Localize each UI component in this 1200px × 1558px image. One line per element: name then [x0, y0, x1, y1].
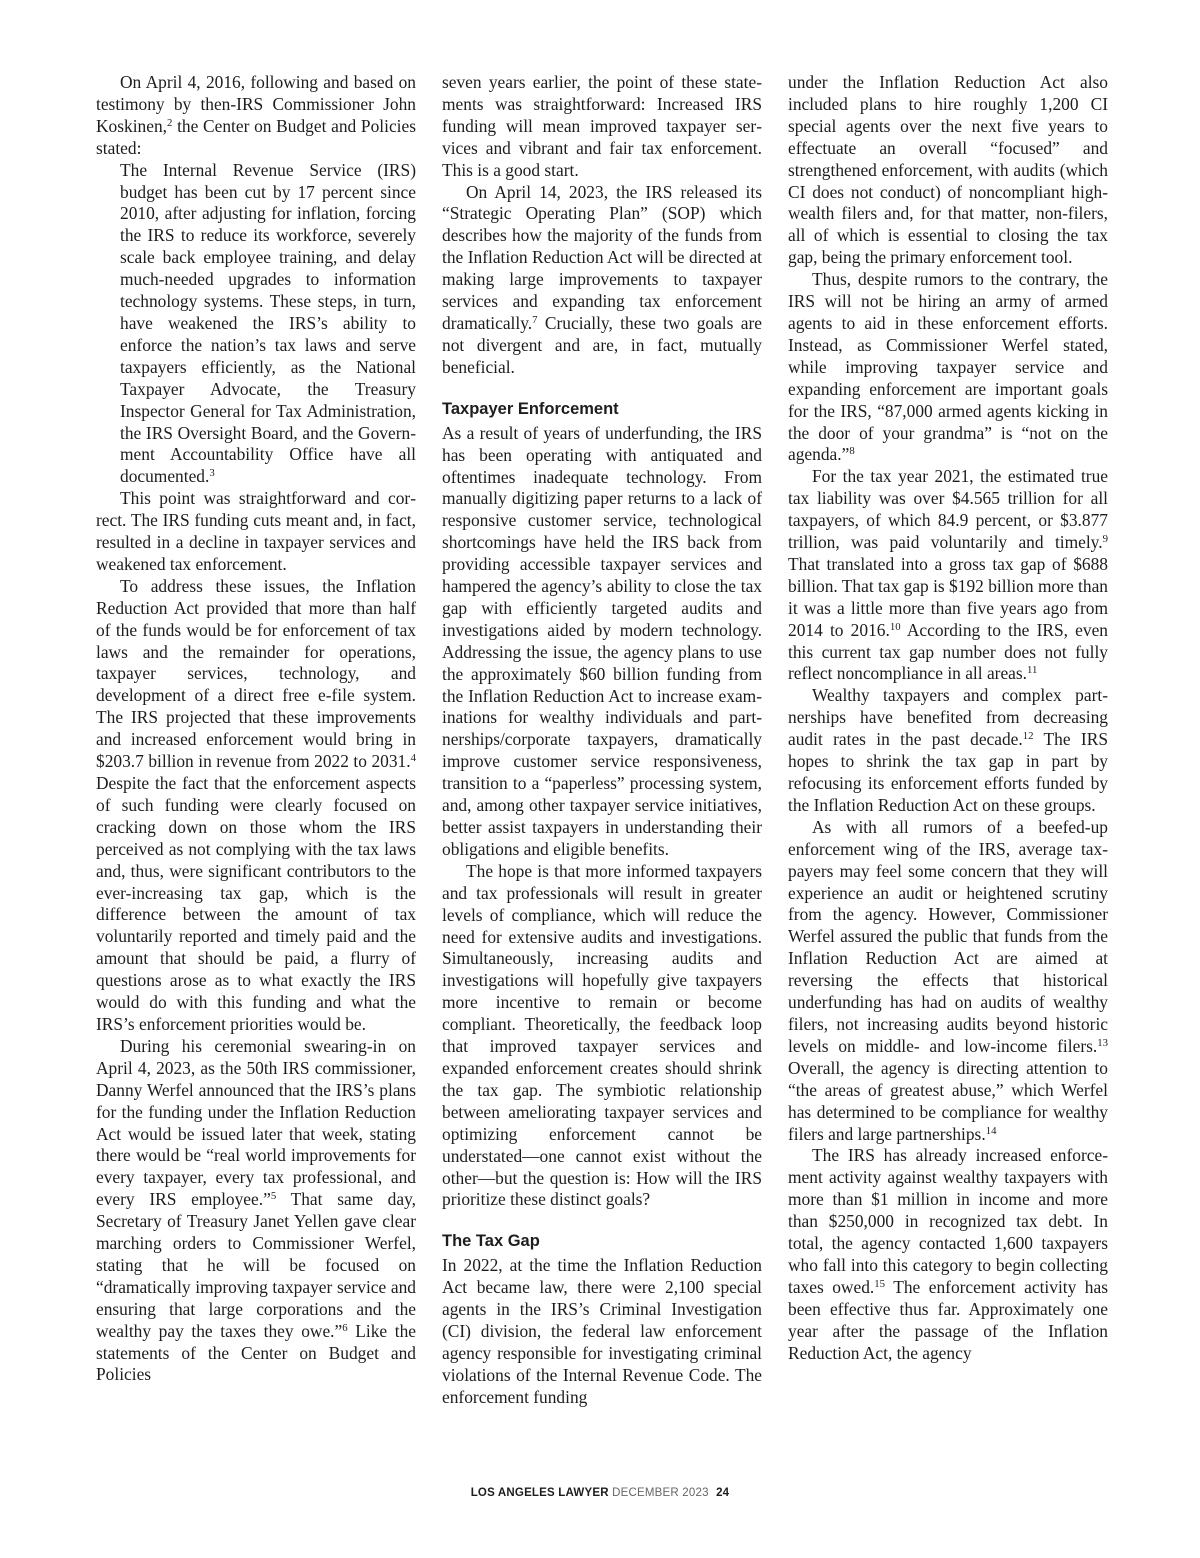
- page-footer: [0, 1487, 1200, 1499]
- column-2: [442, 72, 762, 1409]
- paragraph: In 2022, at the time the Inflation Reduction Act became law, there were 2,100 special agents in the IRS’s Criminal Investigation (CI) division, the federal law enforcement agency responsible for investigating criminal violations of the Internal Revenue Code. The enforcement funding: [442, 1255, 762, 1407]
- column-3: [788, 72, 1108, 1409]
- paragraph: Thus, despite rumors to the contrary, the IRS will not be hiring an army of armed agents to aid in these enforcement efforts. Instead, as Commissioner Werfel stated, while improving taxpayer service and expanding enforcement are important goals for the IRS, “87,000 armed agents kicking in the door of your grandma” is “not on the agenda.”$^8$: [788, 269, 1108, 465]
- footnote-ref[interactable]: 15: [874, 1277, 886, 1290]
- footnote-ref[interactable]: 14: [985, 1124, 997, 1137]
- footnote-ref[interactable]: 11: [1027, 664, 1038, 677]
- paragraph: During his ceremonial swearing-in on April 4, 2023, as the 50th IRS commissioner, Danny Werfel announced that the IRS’s plans for the funding under the Inflation Reduction Act would be issued later that week, stating there would be “real world improvements for every taxpayer, every tax professional, and every IRS employee.”$^5$ That same day, Secretary of Treasury Janet Yellen gave clear marching orders to Commissioner Werfel, stating that he will be focused on “dramatically improving taxpayer service and ensuring that large corporations and the wealthy pay the taxes they owe.”$^6$ Like the statements of the Center on Budget and Policies: [96, 1035, 417, 1385]
- block-quote: The Internal Revenue Service (IRS) budget has been cut by 17 percent since 2010, after adjusting for inflation, forcing the IRS to reduce its workforce, severely scale back employee training, and delay much-needed upgrades to information technology systems. These steps, in turn, have weakened the IRS’s ability to enforce the nation’s tax laws and serve taxpayers efficiently, as the National Taxpayer Advocate, the Treasury Inspector General for Tax Administration, the IRS Oversight Board, and the Government Accountability Office have all documented.$^3$: [120, 159, 416, 487]
- section-heading: The Tax Gap: [442, 1232, 540, 1251]
- footnote-ref[interactable]: 4: [410, 752, 416, 765]
- footnote-ref[interactable]: 8: [849, 445, 855, 458]
- footnote-ref[interactable]: 12: [1022, 730, 1034, 743]
- paragraph: To address these issues, the Inflation Reduction Act provided that more than half of the funds would be for enforcement of tax laws and the remainder for operations, taxpayer services, technology, and development of a direct free e-file system. The IRS projected that these improvements and increased enforcement would bring in $203.7 billion in revenue from 2022 to 2031.$^4$ Despite the fact that the enforcement aspects of such funding were clearly focused on cracking down on those whom the IRS perceived as not complying with the tax laws and, thus, were significant contributors to the ever-increasing tax gap, which is the difference between the amount of tax voluntarily reported and timely paid and the amount that should be paid, a flurry of questions arose as to what exactly the IRS would do with this funding and what the IRS’s enforcement priorities would be.: [96, 575, 416, 1034]
- paragraph: Wealthy taxpayers and complex partnerships have benefited from decreasing audit rates in the past decade.$^{12}$ The IRS hopes to shrink the tax gap in part by refocusing its enforcement efforts funded by the Inflation Reduction Act on these groups.: [788, 685, 1108, 815]
- footnote-ref[interactable]: 10: [889, 620, 901, 633]
- issue-date: DECEMBER 2023: [612, 1487, 709, 1499]
- article-columns: [96, 72, 1108, 1409]
- paragraph: On April 14, 2023, the IRS released its “Strategic Operating Plan” (SOP) which describes how the majority of the funds from the Inflation Reduction Act will be directed at making large improvements to taxpayer services and expanding tax enforcement dramatically.$^7$ Crucially, these two goals are not divergent and are, in fact, mutually beneficial.: [442, 181, 762, 377]
- paragraph: This point was straightforward and correct. The IRS funding cuts meant and, in fact, resulted in a decline in taxpayer services and weakened tax enforcement.: [96, 488, 416, 574]
- footnote-ref[interactable]: 6: [342, 1321, 348, 1334]
- column-1: [96, 72, 416, 1409]
- paragraph: The IRS has already increased enforcement activity against wealthy taxpayers with more than $1 million in income and more than $250,000 in recognized tax debt. In total, the agency contacted 1,600 taxpayers who fall into this category to begin collecting taxes owed.$^{15}$ The enforcement activity has been effective thus far. Approximately one year after the passage of the Inflation Reduction Act, the agency: [788, 1145, 1108, 1363]
- paragraph: As with all rumors of a beefed-up enforcement wing of the IRS, average taxpayers may feel some concern that they will experience an audit or heightened scrutiny from the agency. However, Commissioner Werfel assured the public that funds from the Inflation Reduction Act are aimed at reversing the effects that historical underfunding has had on audits of wealthy filers, not increasing audits beyond historic levels on middle- and low-income filers.$^{13}$ Overall, the agency is directing attention to “the areas of greatest abuse,” which Werfel has determined to be compliance for wealthy filers and large partnerships.$^{14}$: [788, 816, 1108, 1144]
- paragraph: under the Inflation Reduction Act also included plans to hire roughly 1,200 CI special agents over the next five years to effectuate an overall “focused” and strengthened enforcement, with audits (which CI does not conduct) of noncompliant high-wealth filers and, for that matter, non-filers, all of which is essential to closing the tax gap, being the primary enforcement tool.: [788, 72, 1108, 268]
- paragraph: For the tax year 2021, the estimated true tax liability was over $4.565 trillion for all taxpayers, of which 84.9 percent, or $3.877 trillion, was paid voluntarily and timely.$^9$ That translated into a gross tax gap of $688 billion. That tax gap is $192 billion more than it was a little more than five years ago from 2014 to 2016.10 According to the IRS, even this current tax gap number does not fully reflect noncompliance in all areas.$^{11}$: [788, 466, 1108, 684]
- paragraph: The hope is that more informed taxpayers and tax professionals will result in greater levels of compliance, which will reduce the need for extensive audits and investigations. Simultaneously, increasing audits and investigations will hopefully give taxpayers more incentive to remain or become compliant. Theoretically, the feedback loop that improved taxpayer services and expanded enforcement creates should shrink the tax gap. The symbiotic relationship between ameliorating taxpayer services and optimizing enforcement cannot be understated—one cannot exist without the other—but the question is: How will the IRS prioritize these distinct goals?: [442, 860, 762, 1210]
- page-number: 24: [716, 1487, 730, 1499]
- section-heading: Taxpayer Enforcement: [442, 399, 619, 418]
- footnote-ref[interactable]: 9: [1102, 533, 1108, 546]
- footnote-ref[interactable]: 3: [209, 467, 215, 480]
- paragraph: seven years earlier, the point of these statements was straightforward: Increased IRS funding will mean improved taxpayer services and vibrant and fair tax enforcement. This is a good start.: [442, 72, 762, 180]
- footnote-ref[interactable]: 13: [1097, 1036, 1108, 1049]
- footnote-ref[interactable]: 5: [270, 1190, 277, 1203]
- footnote-ref[interactable]: 7: [532, 314, 538, 327]
- paragraph: On April 4, 2016, following and based on testimony by then-IRS Commissioner John Koskinen,$^2$ the Center on Budget and Policies stated:: [96, 72, 416, 158]
- footnote-ref[interactable]: 2: [167, 116, 173, 129]
- publication-name: LOS ANGELES LAWYER: [470, 1487, 609, 1499]
- paragraph: As a result of years of underfunding, the IRS has been operating with antiquated and oftentimes inadequate technology. From manually digitizing paper returns to a lack of responsive customer service, technological shortcomings have held the IRS back from providing accessible taxpayer services and hampered the agency’s ability to close the tax gap with efficiently targeted audits and investigations aided by modern technology. Addressing the issue, the agency plans to use the approximately $60 billion funding from the Inflation Reduction Act to increase examinations for wealthy individuals and partnerships/corporate taxpayers, dramatically improve customer service responsiveness, transition to a “paperless” processing system, and, among other taxpayer service initiatives, better assist taxpayers in understanding their obligations and eligible benefits.: [442, 422, 762, 859]
